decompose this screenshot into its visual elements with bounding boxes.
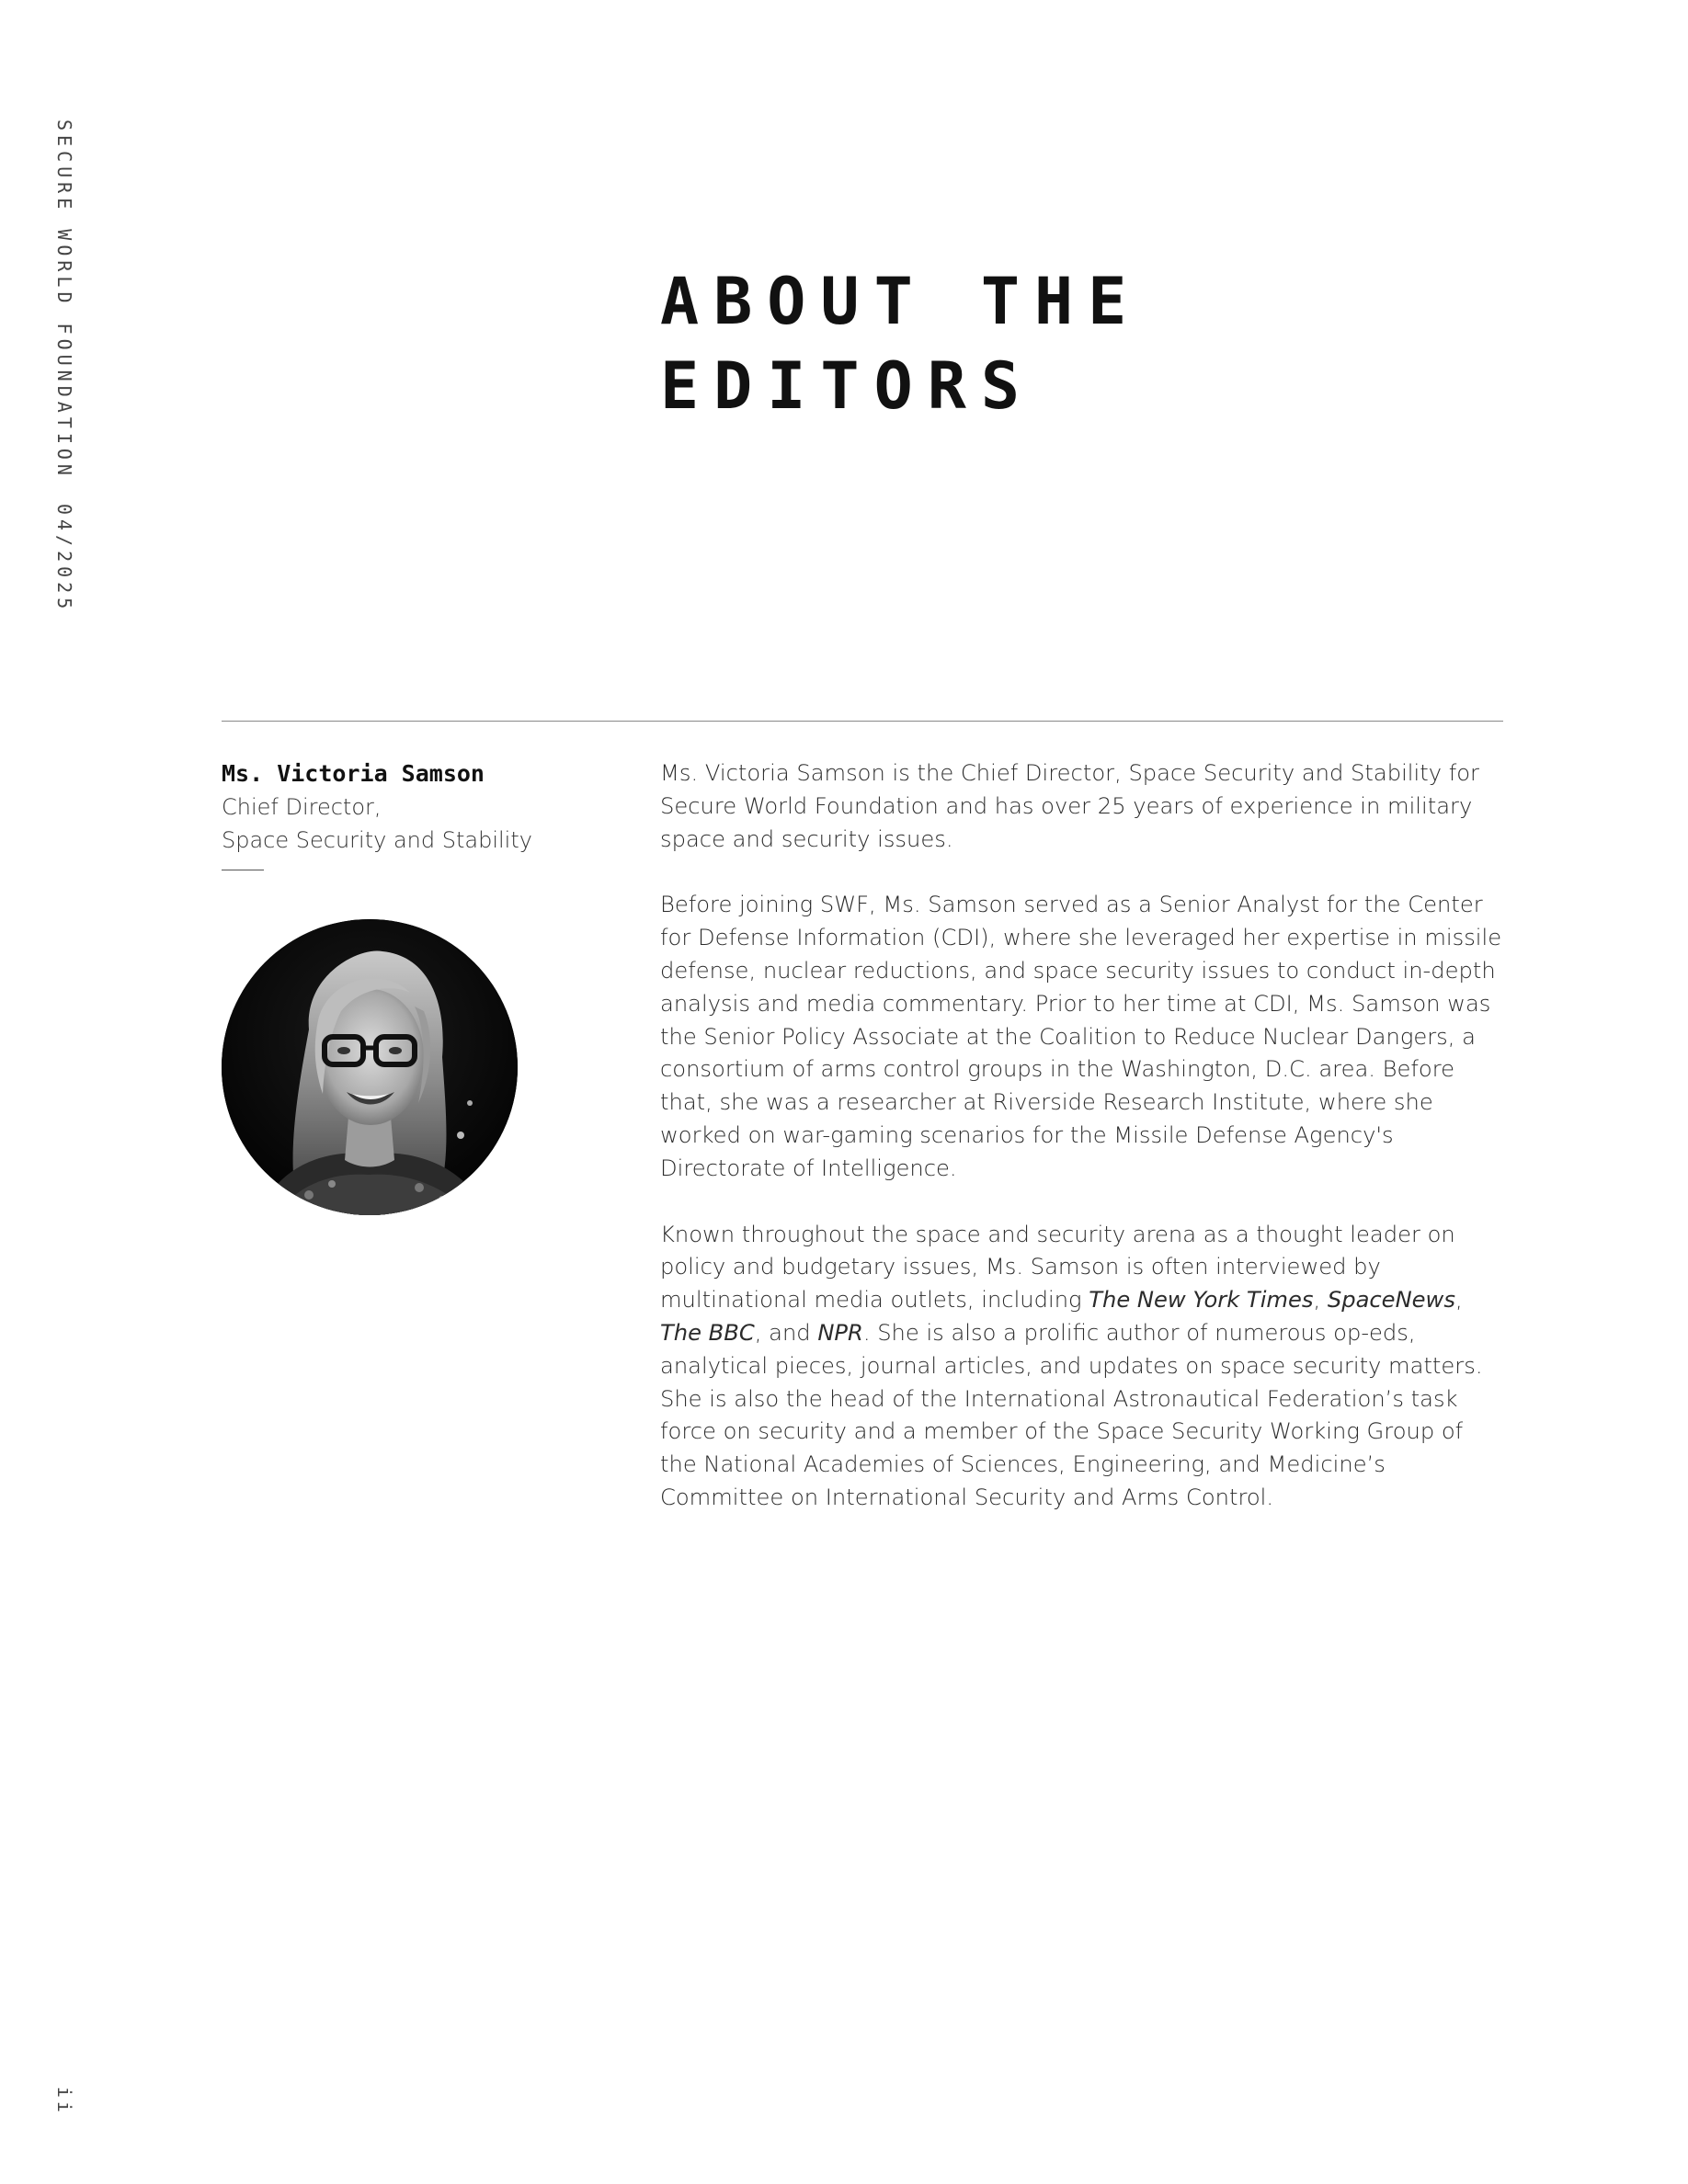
- page-title-line2: EDITORS: [660, 348, 1035, 424]
- media-outlet-npr: NPR: [817, 1319, 863, 1346]
- running-header-date: 04/2025: [53, 503, 75, 614]
- running-header-organization: SECURE WORLD FOUNDATION: [53, 119, 75, 480]
- editor-bio: [660, 757, 1506, 1548]
- bio-p3-sep-1: ,: [1313, 1287, 1328, 1314]
- bio-paragraph-2: Before joining SWF, Ms. Samson served as a Senior Analyst for the Center for Defense Information (CDI), where she leveraged her expertise in missile defense, nuclear reductions, and space security issues to conduct in-depth analysis and media commentary. Prior to her time at CDI, Ms. Samson was the Senior Policy Associate at the Coalition to Reduce Nuclear Dangers, a consortium of arms control groups in the Washington, D.C. area. Before that, she was a researcher at Riverside Research Institute, where she worked on war-gaming scenarios for the Missile Defense Agency's Directorate of Intelligence.: [660, 892, 1502, 1181]
- bio-paragraph-3: [660, 1219, 1506, 1515]
- bio-p3-text-2: . She is also a prolific author of numerous op-eds, analytical pieces, journal articles, and updates on space security matters. She is also the head of the International Astronautical Federation’s task force on security and a member of the Space Security Working Group of the National Academies of Sciences, Engineering, and Medicine’s Committee on International Security and Arms Control.: [660, 1319, 1483, 1510]
- section-divider: [222, 721, 1503, 722]
- media-outlet-nyt: The New York Times: [1089, 1287, 1314, 1314]
- editor-name: Ms. Victoria Samson: [222, 760, 485, 787]
- media-outlet-bbc: The BBC: [660, 1319, 755, 1346]
- editor-portrait: [222, 919, 518, 1215]
- page-number: ii: [53, 2087, 75, 2117]
- running-header: [53, 119, 75, 613]
- editor-role-line2: Space Security and Stability: [222, 827, 532, 853]
- bio-p3-sep-3: , and: [754, 1319, 818, 1346]
- editor-role-line1: Chief Director,: [222, 794, 382, 820]
- editor-meta: [222, 757, 608, 870]
- bio-p3-sep-2: ,: [1454, 1287, 1463, 1314]
- page-title-line1: ABOUT THE: [660, 264, 1142, 339]
- media-outlet-spacenews: SpaceNews: [1327, 1287, 1455, 1314]
- bio-p3-text-1: Known throughout the space and security arena as a thought leader on policy and budgetary issues, Ms. Samson is often interviewed by multinational media outlets, including: [660, 1221, 1455, 1314]
- portrait-photo: [222, 919, 518, 1215]
- page-title: [660, 259, 1488, 428]
- bio-paragraph-1: Ms. Victoria Samson is the Chief Director, Space Security and Stability for Secure World Foundation and has over 25 years of experience in military space and security issues.: [660, 760, 1479, 852]
